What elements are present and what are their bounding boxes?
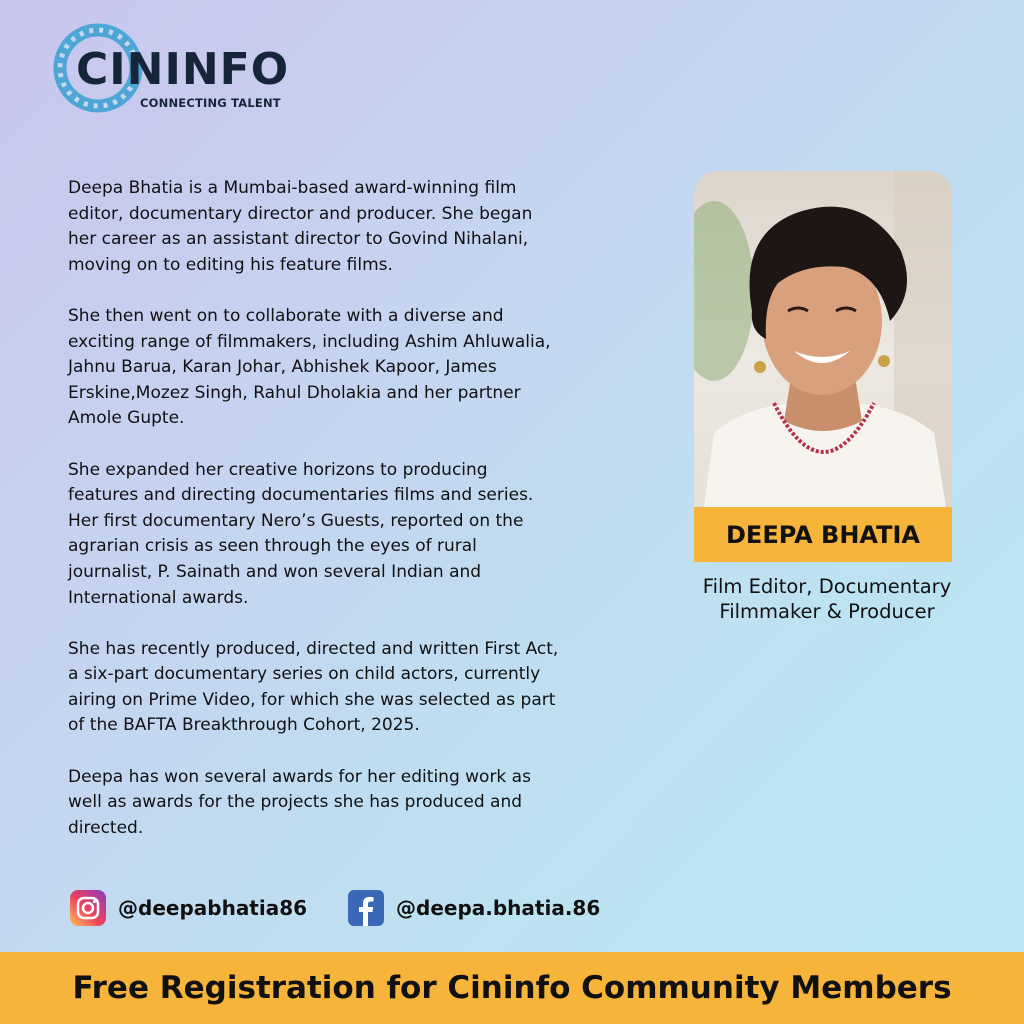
instagram-icon <box>70 890 106 926</box>
instagram-link[interactable] <box>70 888 307 928</box>
bio-line: her career as an assistant director to Govind Nihalani, <box>68 229 529 250</box>
bio-line: She expanded her creative horizons to producing <box>68 459 488 480</box>
bio-line: airing on Prime Video, for which she was selected as part <box>68 689 556 710</box>
bio-line: Amole Gupte. <box>68 408 185 429</box>
bio-paragraph <box>68 304 643 432</box>
bio-line: features and directing documentaries films and series. <box>68 485 534 506</box>
bio-line: exciting range of filmmakers, including Ashim Ahluwalia, <box>68 331 551 352</box>
footer-text: Free Registration for Cininfo Community Members <box>72 970 952 1006</box>
bio-line: well as awards for the projects she has produced and <box>68 792 523 813</box>
brand-tagline: CONNECTING TALENT <box>140 96 281 110</box>
role-line-1: Film Editor, Documentary <box>702 575 952 598</box>
bio-paragraph <box>68 637 643 739</box>
bio-paragraph <box>68 765 643 842</box>
facebook-icon <box>348 890 384 926</box>
profile-role <box>672 574 982 624</box>
biography <box>68 176 643 867</box>
profile-photo <box>694 171 952 507</box>
bio-paragraph <box>68 176 643 278</box>
bio-line: Her first documentary Nero’s Guests, reported on the <box>68 510 524 531</box>
cininfo-logo <box>52 20 322 120</box>
bio-line: agrarian crisis as seen through the eyes of rural <box>68 536 477 557</box>
bio-line: a six-part documentary series on child actors, currently <box>68 664 541 685</box>
bio-line: journalist, P. Sainath and won several Indian and <box>68 561 482 582</box>
bio-line: editor, documentary director and producer. She began <box>68 203 533 224</box>
facebook-handle: @deepa.bhatia.86 <box>396 896 601 920</box>
bio-line: Deepa Bhatia is a Mumbai-based award-winning film <box>68 178 517 198</box>
bio-paragraph <box>68 458 643 612</box>
bio-line: She then went on to collaborate with a diverse and <box>68 305 504 326</box>
footer-banner <box>0 952 1024 1024</box>
bio-line: Erskine,Mozez Singh, Rahul Dholakia and her partner <box>68 382 521 403</box>
bio-line: moving on to editing his feature films. <box>68 254 393 275</box>
profile-name: DEEPA BHATIA <box>726 520 920 549</box>
bio-line: International awards. <box>68 587 249 608</box>
facebook-link[interactable] <box>348 888 600 928</box>
profile-name-bar <box>694 507 952 562</box>
bio-line: Deepa has won several awards for her editing work as <box>68 766 531 787</box>
brand-name: CININFO <box>76 44 290 95</box>
bio-line: of the BAFTA Breakthrough Cohort, 2025. <box>68 715 420 736</box>
bio-line: directed. <box>68 817 144 838</box>
instagram-handle: @deepabhatia86 <box>118 896 308 920</box>
bio-line: She has recently produced, directed and written First Act, <box>68 638 559 659</box>
role-line-2: Filmmaker & Producer <box>719 600 935 623</box>
bio-line: Jahnu Barua, Karan Johar, Abhishek Kapoor, James <box>68 357 497 378</box>
